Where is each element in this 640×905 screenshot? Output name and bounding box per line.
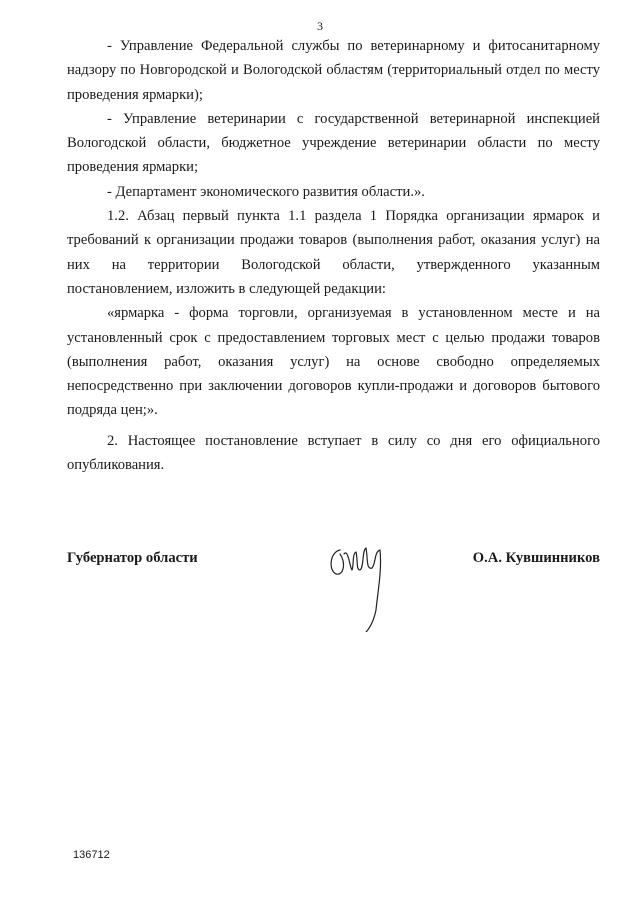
signer-title: Губернатор области xyxy=(67,550,198,566)
document-body xyxy=(67,34,600,477)
paragraph-effective-date: 2. Настоящее постановление вступает в силу со дня его официального опубликования. xyxy=(67,432,600,474)
paragraph-fair-definition: «ярмарка - форма торговли, организуемая в установленном месте и на установленный срок с предоставлением торговых мест с целью продажи товаров (выполнения работ, оказания услуг) на основе свободно определяемых непосредственно при заключении договоров купли-продажи и договоров бытового подряда цен;». xyxy=(67,305,600,419)
handwritten-signature xyxy=(322,540,392,632)
paragraph-federal-service: - Управление Федеральной службы по ветеринарному и фитосанитарному надзору по Новгородской и Вологодской областям (территориальный отдел по месту проведения ярмарки); xyxy=(67,38,600,103)
paragraph-amendment-1-2: 1.2. Абзац первый пункта 1.1 раздела 1 Порядка организации ярмарок и требований к организации продажи товаров (выполнения работ, оказания услуг) на них на территории Вологодской области, утвержденного указанным постановлением, изложить в следующей редакции: xyxy=(67,208,600,297)
signature-block xyxy=(67,540,600,640)
paragraph-veterinary-department: - Управление ветеринарии с государственной ветеринарной инспекцией Вологодской области, бюджетное учреждение ветеринарии области по месту проведения ярмарки; xyxy=(67,110,600,176)
signer-name: О.А. Кувшинников xyxy=(472,550,600,566)
paragraph-economic-department: - Департамент экономического развития области.». xyxy=(107,183,425,200)
document-id: 136712 xyxy=(73,849,110,861)
page-number: 3 xyxy=(317,19,323,33)
